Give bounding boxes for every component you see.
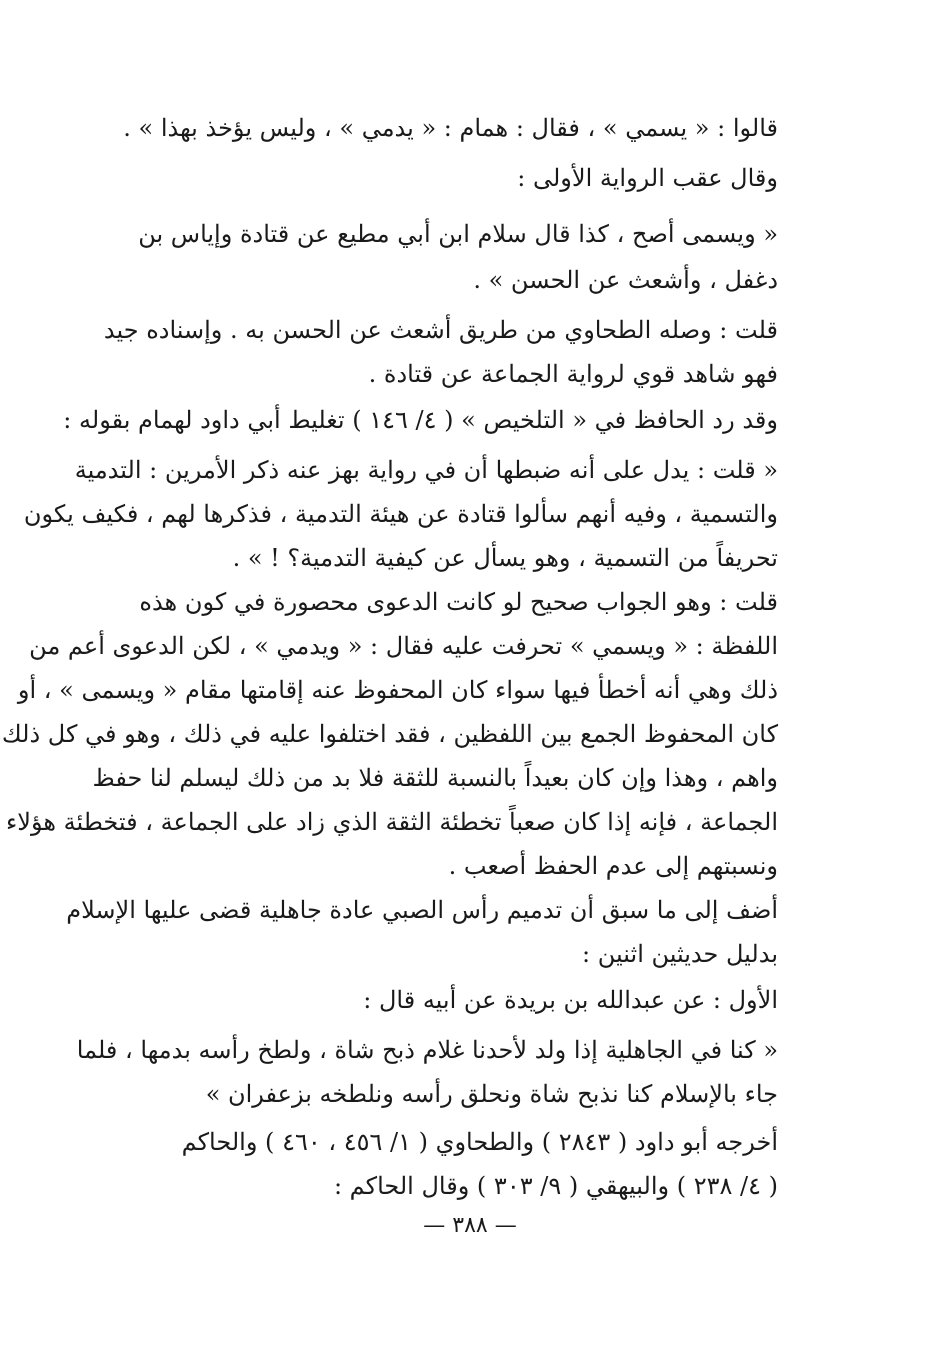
text-line: ونسبتهم إلى عدم الحفظ أصعب . bbox=[448, 852, 778, 880]
text-line: ( ٤/ ٢٣٨ ) والبيهقي ( ٩/ ٣٠٣ ) وقال الحاكم : bbox=[333, 1172, 778, 1200]
text-line: أضف إلى ما سبق أن تدميم رأس الصبي عادة جاهلية قضى عليها الإسلام bbox=[66, 896, 778, 924]
text-line: جاء بالإسلام كنا نذبح شاة ونحلق رأسه ونلطخه بزعفران » bbox=[205, 1080, 778, 1108]
text-line: فهو شاهد قوي لرواية الجماعة عن قتادة . bbox=[368, 360, 778, 388]
text-line: أخرجه أبو داود ( ٢٨٤٣ ) والطحاوي ( ١/ ٤٥٦ ، ٤٦٠ ) والحاكم bbox=[181, 1128, 778, 1156]
text-line: « قلت : يدل على أنه ضبطها أن في رواية بهز عنه ذكر الأمرين : التدمية bbox=[74, 456, 778, 484]
page-number: — ٣٨٨ — bbox=[423, 1213, 517, 1238]
text-line: « كنا في الجاهلية إذا ولد لأحدنا غلام ذبح شاة ، ولطخ رأسه بدمها ، فلما bbox=[76, 1036, 778, 1064]
text-line: بدليل حديثين اثنين : bbox=[582, 940, 778, 968]
text-line: والتسمية ، وفيه أنهم سألوا قتادة عن هيئة التدمية ، فذكرها لهم ، فكيف يكون bbox=[23, 500, 778, 528]
text-line: وقال عقب الرواية الأولى : bbox=[517, 164, 778, 192]
text-line: اللفظة : « ويسمي » تحرفت عليه فقال : « ويدمي » ، لكن الدعوى أعم من bbox=[29, 632, 778, 660]
text-line: دغفل ، وأشعث عن الحسن » . bbox=[473, 266, 778, 294]
text-line: « ويسمى أصح ، كذا قال سلام ابن أبي مطيع عن قتادة وإياس بن bbox=[138, 220, 778, 248]
text-line: قلت : وصله الطحاوي من طريق أشعث عن الحسن به . وإسناده جيد bbox=[103, 316, 778, 344]
text-line: وقد رد الحافظ في « التلخيص » ( ٤/ ١٤٦ ) تغليط أبي داود لهمام بقوله : bbox=[63, 406, 778, 434]
text-line: تحريفاً من التسمية ، وهو يسأل عن كيفية التدمية؟ ! » . bbox=[232, 544, 778, 572]
text-line: قلت : وهو الجواب صحيح لو كانت الدعوى محصورة في كون هذه bbox=[139, 588, 778, 616]
text-line: الأول : عن عبدالله بن بريدة عن أبيه قال : bbox=[363, 986, 778, 1014]
text-line: الجماعة ، فإنه إذا كان صعباً تخطئة الثقة الذي زاد على الجماعة ، فتخطئة هؤلاء bbox=[5, 808, 778, 836]
text-line: ذلك وهي أنه أخطأ فيها سواء كان المحفوظ عنه إقامتها مقام « ويسمى » ، أو bbox=[17, 676, 778, 704]
text-line: قالوا : « يسمي » ، فقال : همام : « يدمي » ، وليس يؤخذ بهذا » . bbox=[123, 114, 778, 142]
text-line: كان المحفوظ الجمع بين اللفظين ، فقد اختلفوا عليه في ذلك ، وهو في كل ذلك bbox=[1, 720, 778, 748]
text-line: واهم ، وهذا وإن كان بعيداً بالنسبة للثقة فلا بد من ذلك ليسلم لنا حفظ bbox=[92, 764, 778, 792]
